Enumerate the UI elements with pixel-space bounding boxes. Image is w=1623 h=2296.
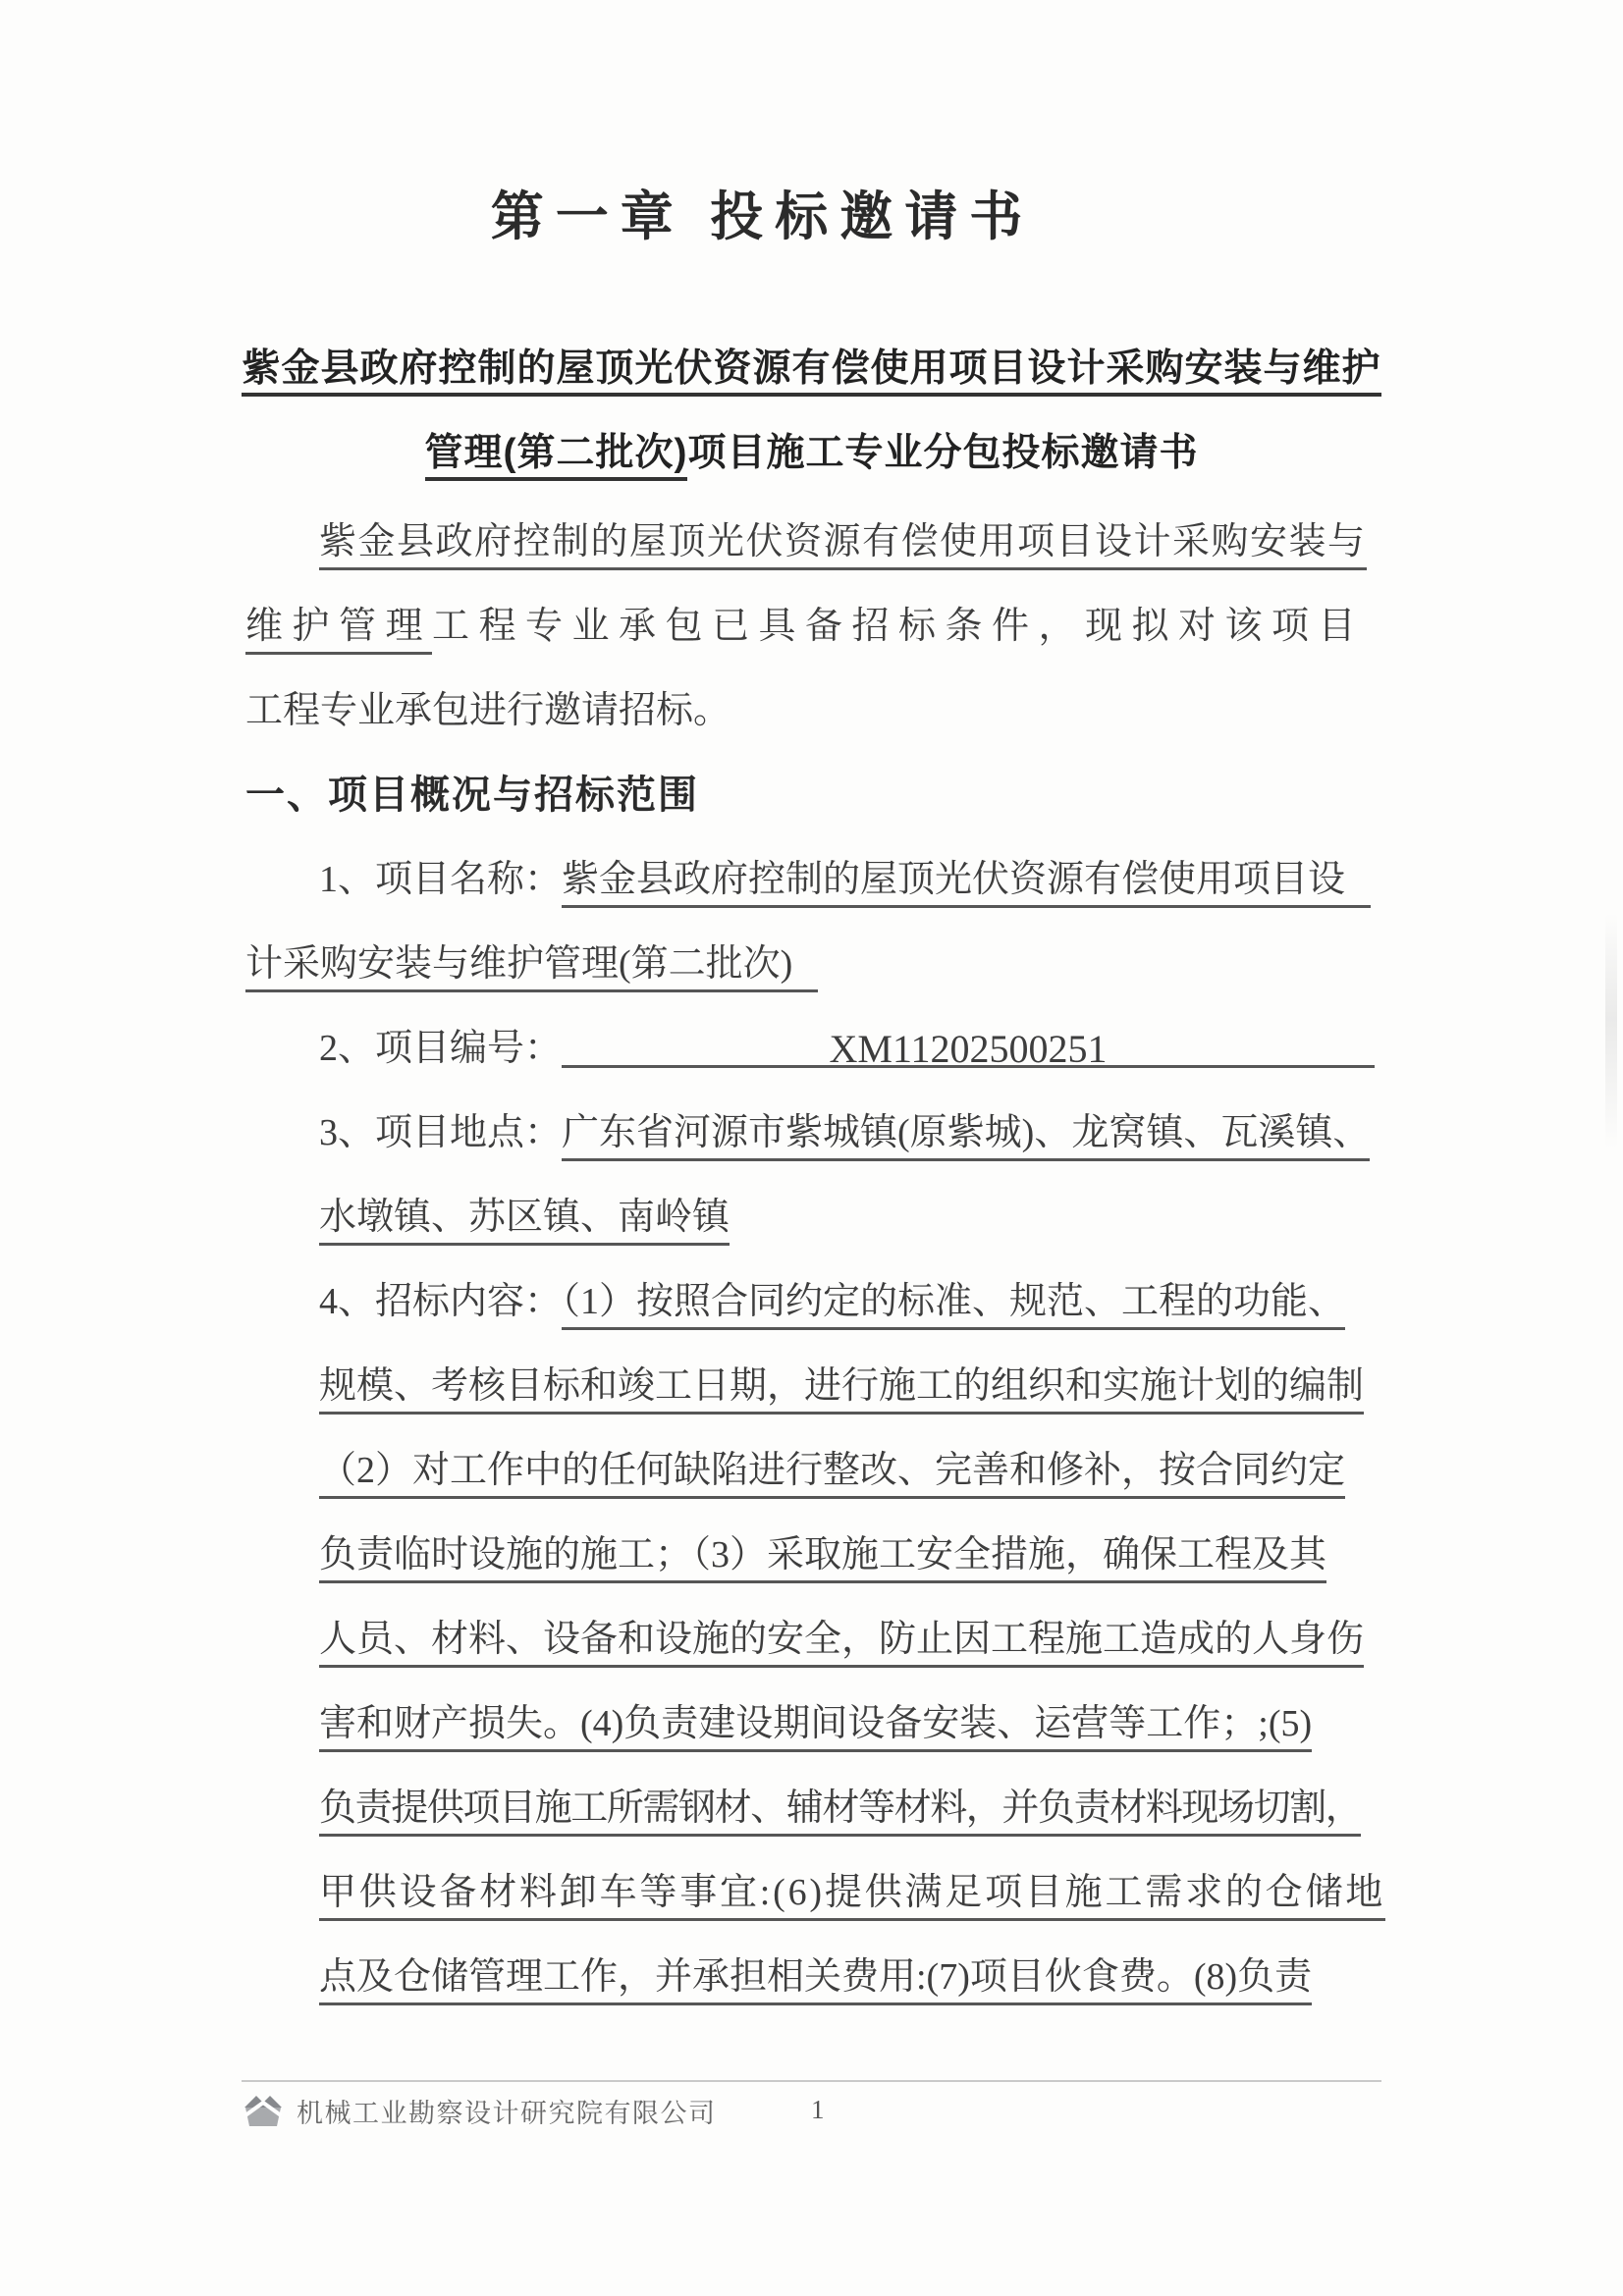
item4-line-7 <box>245 1789 1375 1828</box>
item2-label: 2、项目编号： <box>319 1028 563 1069</box>
intro-line-3-text: 工程专业承包进行邀请招标。 <box>245 690 731 731</box>
item2-line <box>245 1027 1375 1071</box>
subtitle-line-2-underlined: 管理(第二批次) <box>425 432 688 481</box>
item1-value-line2: 计采购安装与维护管理(第二批次) <box>245 943 818 992</box>
page-footer <box>242 2080 1381 2130</box>
item4-text-0: （1）按照合同约定的标准、规范、工程的功能、 <box>562 1281 1345 1330</box>
item1-label: 1、项目名称： <box>319 859 563 900</box>
item3-line-1 <box>245 1113 1375 1152</box>
item4-line-6 <box>245 1704 1375 1743</box>
item4-text-2: （2）对工作中的任何缺陷进行整改、完善和修补，按合同约定 <box>319 1450 1345 1499</box>
intro-line-1-text: 紫金县政府控制的屋顶光伏资源有偿使用项目设计采购安装与 <box>319 521 1367 570</box>
intro-line-2-underlined: 维护管理 <box>245 606 432 655</box>
project-number-blank <box>562 1027 1375 1071</box>
item1-line-2 <box>245 944 1375 984</box>
item4-line-4 <box>245 1535 1375 1575</box>
item4-text-7: 甲供设备材料卸车等事宜:(6)提供满足项目施工需求的仓储地 <box>319 1872 1385 1921</box>
item3-label: 3、项目地点： <box>319 1112 563 1153</box>
item4-text-3: 负责临时设施的施工；（3）采取施工安全措施，确保工程及其 <box>319 1534 1326 1583</box>
item4-label: 4、招标内容： <box>319 1281 563 1322</box>
item4-line-5 <box>245 1620 1375 1659</box>
footer-row <box>242 2091 1381 2130</box>
intro-line-2 <box>245 607 1375 646</box>
project-number-value: XM11202500251 <box>829 1027 1108 1071</box>
subtitle-line-2-rest: 项目施工专业分包投标邀请书 <box>687 432 1199 474</box>
document-body <box>245 521 1386 1998</box>
item4-line-9 <box>245 1957 1375 1997</box>
item4-line-1 <box>245 1282 1375 1321</box>
intro-line-3 <box>245 691 1375 730</box>
item1-line-1 <box>245 860 1375 899</box>
item4-text-4: 人员、材料、设备和设施的安全，防止因工程施工造成的人身伤 <box>319 1619 1364 1668</box>
chapter-title: 第一章 投标邀请书 <box>490 187 1035 246</box>
item1-value-line1: 紫金县政府控制的屋顶光伏资源有偿使用项目设 <box>562 859 1371 908</box>
item4-text-5: 害和财产损失。(4)负责建设期间设备安装、运营等工作；;(5) <box>319 1703 1312 1752</box>
item4-text-8: 点及仓储管理工作，并承担相关费用:(7)项目伙食费。(8)负责 <box>319 1956 1312 2005</box>
document-subtitle <box>0 344 1623 479</box>
item4-line-8 <box>245 1872 1386 1913</box>
footer-company-name: 机械工业勘察设计研究院有限公司 <box>297 2098 717 2128</box>
subtitle-line-1 <box>0 344 1623 395</box>
item3-value-line2: 水墩镇、苏区镇、南岭镇 <box>319 1197 730 1246</box>
intro-line-2-rest: 工程专业承包已具备招标条件，现拟对该项目 <box>432 606 1366 647</box>
item4-text-1: 规模、考核目标和竣工日期，进行施工的组织和实施计划的编制 <box>319 1365 1364 1415</box>
subtitle-line-1-text: 紫金县政府控制的屋顶光伏资源有偿使用项目设计采购安装与维护 <box>242 347 1380 397</box>
section-heading: 一、项目概况与招标范围 <box>245 774 699 817</box>
scan-smudge <box>1605 913 1617 1148</box>
footer-divider <box>242 2080 1381 2082</box>
item4-line-2 <box>245 1366 1375 1406</box>
item4-text-6: 负责提供项目施工所需钢材、辅材等材料，并负责材料现场切割， <box>319 1788 1361 1837</box>
subtitle-line-2 <box>0 428 1623 479</box>
intro-line-1 <box>245 522 1375 561</box>
mountain-logo-icon <box>243 2093 283 2129</box>
item4-line-3 <box>245 1451 1375 1490</box>
item3-line-2 <box>245 1198 1375 1237</box>
item3-value-line1: 广东省河源市紫城镇(原紫城)、龙窝镇、瓦溪镇、 <box>562 1112 1370 1161</box>
page-number: 1 <box>811 2095 825 2124</box>
